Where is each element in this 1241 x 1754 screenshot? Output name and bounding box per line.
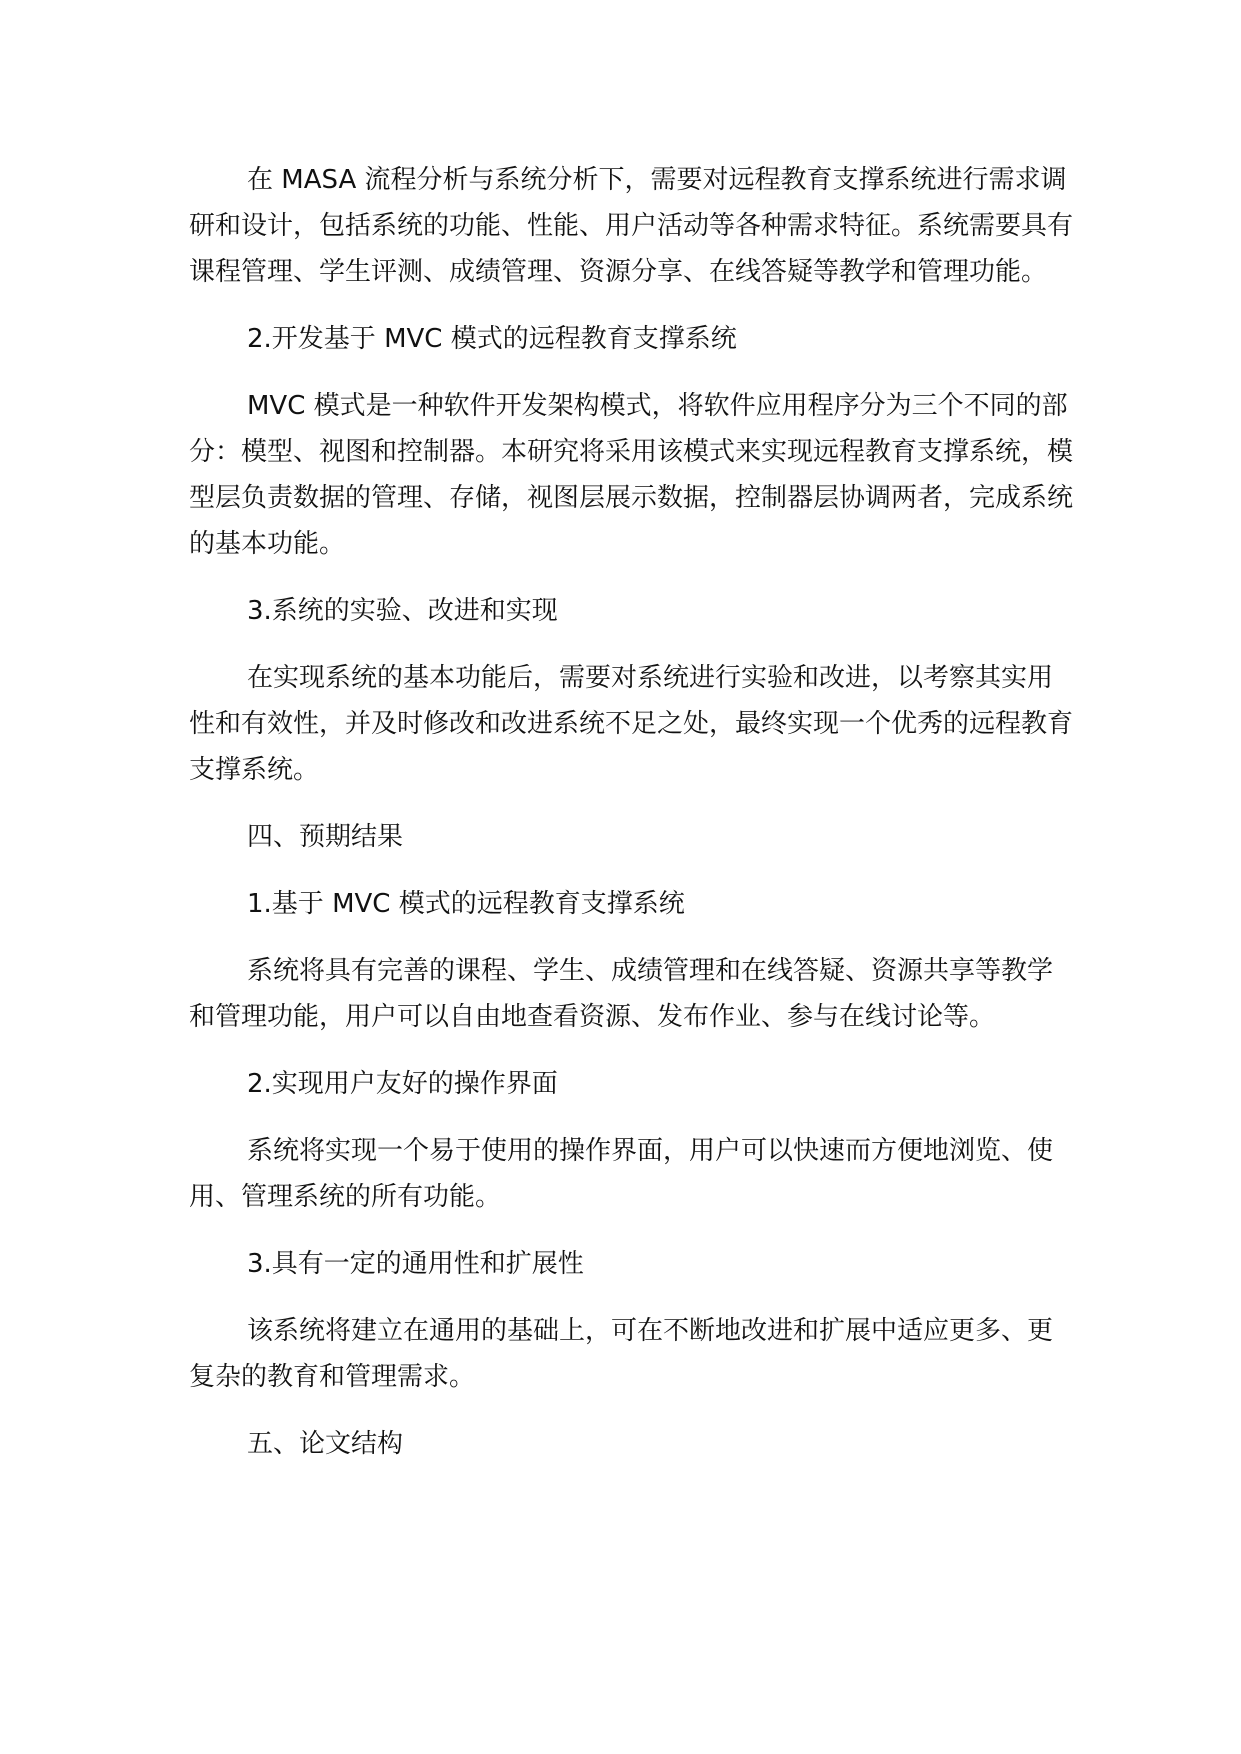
heading-mvc-system: 1.基于 MVC 模式的远程教育支撑系统 bbox=[247, 889, 685, 919]
heading-user-friendly-ui: 2.实现用户友好的操作界面 bbox=[247, 1069, 558, 1099]
document-body bbox=[189, 157, 1074, 1488]
paragraph-experiment: 在实现系统的基本功能后，需要对系统进行实验和改进，以考察其实用性和有效性，并及时修改和改进系统不足之处，最终实现一个优秀的远程教育支撑系统。 bbox=[189, 663, 1074, 785]
paragraph-extensibility: 该系统将建立在通用的基础上，可在不断地改进和扩展中适应更多、更复杂的教育和管理需求。 bbox=[189, 1316, 1054, 1392]
heading-experiment-improve: 3.系统的实验、改进和实现 bbox=[247, 596, 558, 626]
paragraph-mvc-description: MVC 模式是一种软件开发架构模式，将软件应用程序分为三个不同的部分：模型、视图和控制器。本研究将采用该模式来实现远程教育支撑系统，模型层负责数据的管理、存储，视图层展示数据，控制器层协调两者，完成系统的基本功能。 bbox=[189, 391, 1074, 559]
paragraph-ui: 系统将实现一个易于使用的操作界面，用户可以快速而方便地浏览、使用、管理系统的所有功能。 bbox=[189, 1136, 1054, 1212]
heading-expected-results: 四、预期结果 bbox=[247, 822, 404, 852]
paragraph-requirements: 在 MASA 流程分析与系统分析下，需要对远程教育支撑系统进行需求调研和设计，包括系统的功能、性能、用户活动等各种需求特征。系统需要具有课程管理、学生评测、成绩管理、资源分享、在线答疑等教学和管理功能。 bbox=[189, 165, 1074, 287]
heading-thesis-structure: 五、论文结构 bbox=[247, 1429, 404, 1459]
heading-develop-mvc-system: 2.开发基于 MVC 模式的远程教育支撑系统 bbox=[247, 324, 737, 354]
paragraph-system-functions: 系统将具有完善的课程、学生、成绩管理和在线答疑、资源共享等教学和管理功能，用户可以自由地查看资源、发布作业、参与在线讨论等。 bbox=[189, 956, 1054, 1032]
heading-generality-extensibility: 3.具有一定的通用性和扩展性 bbox=[247, 1249, 584, 1279]
